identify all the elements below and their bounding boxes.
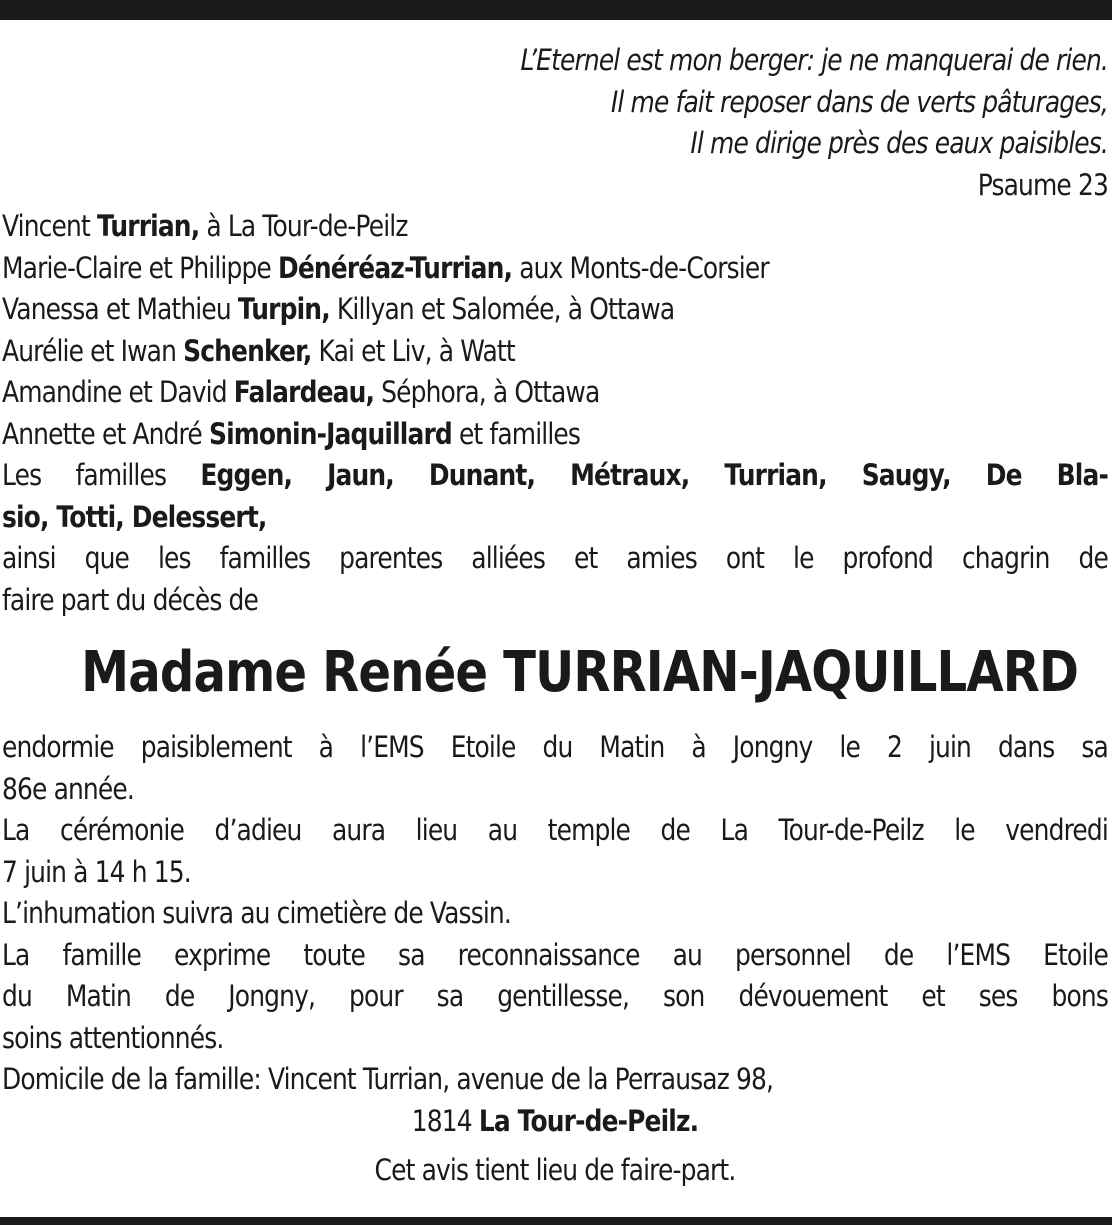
intro-line-2: faire part du décès de [2,582,259,617]
body-line: 7 juin à 14 h 15. [2,854,191,889]
body-line: soins attentionnés. [2,1020,224,1055]
family-line: Marie-Claire et Philippe Dénéréaz-Turrian, aux Monts-de-Corsier [2,250,769,285]
obituary-body [2,727,1108,1192]
families-line-2: sio, Totti, Delessert, [2,499,267,534]
intro-line-1: ainsi que les familles parentes alliées et amies ont le profond chagrin de [2,541,1108,575]
family-line: Vincent Turrian, à La Tour-de-Peilz [2,209,408,243]
closing-note: Cet avis tient lieu de faire-part. [374,1153,736,1187]
family-line: Annette et André Simonin-Jaquillard et familles [2,416,581,451]
body-line: du Matin de Jongny, pour sa gentillesse, son dévouement et ses bons [2,979,1108,1013]
bottom-rule [0,1217,1112,1225]
family-line: Amandine et David Falardeau, Séphora, à Ottawa [2,375,600,409]
body-line: La cérémonie d’adieu aura lieu au temple de La Tour-de-Peilz le vendredi [2,813,1108,847]
deceased-name: Madame Renée TURRIAN-JAQUILLARD [81,640,1079,705]
domicile-line-1: Domicile de la famille: Vincent Turrian, avenue de la Perrausaz 98, [2,1062,774,1096]
families-line-1: Les familles Eggen, Jaun, Dunant, Métraux, Turrian, Saugy, De Bla- [2,458,1108,492]
family-line: Aurélie et Iwan Schenker, Kai et Liv, à Watt [2,333,515,368]
psalm-reference: Psaume 23 [977,167,1108,202]
psalm-line-2: Il me fait reposer dans de verts pâturages, [610,84,1108,119]
psalm-line-1: L’Eternel est mon berger: je ne manquerai de rien. [520,43,1108,77]
body-line: 86e année. [2,771,134,806]
top-rule [0,0,1112,20]
domicile-line-2: 1814 La Tour-de-Peilz. [411,1103,699,1138]
family-line: Vanessa et Mathieu Turpin, Killyan et Salomée, à Ottawa [2,292,675,326]
body-line: endormie paisiblement à l’EMS Etoile du Matin à Jongny le 2 juin dans sa [2,730,1108,764]
obituary-text [2,40,1108,621]
psalm-line-3: Il me dirige près des eaux paisibles. [690,126,1108,160]
body-line: La famille exprime toute sa reconnaissance au personnel de l’EMS Etoile [2,937,1108,972]
body-line: L’inhumation suivra au cimetière de Vassin. [2,896,511,930]
